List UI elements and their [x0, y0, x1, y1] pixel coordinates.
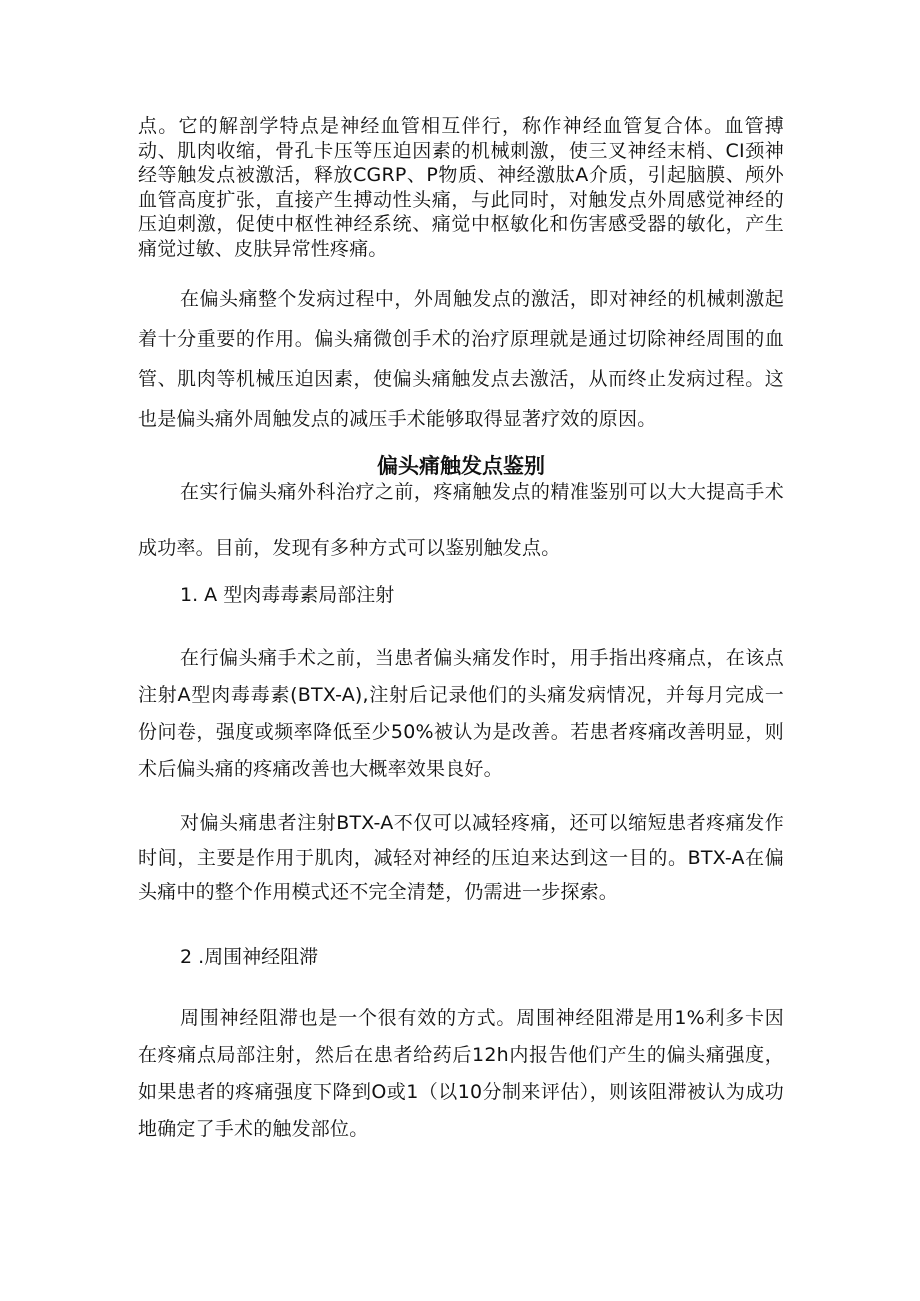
paragraph-trigger-point-anatomy: 点。它的解剖学特点是神经血管相互伴行，称作神经血管复合体。血管搏动、肌肉收缩，骨孔卡压等压迫因素的机械刺激，使三叉神经末梢、CI颈神经等触发点被激活，释放CGRP、P物质、神经激肽A介质，引起脑膜、颅外血管高度扩张，直接产生搏动性头痛，与此同时，对触发点外周感觉神经的压迫刺激，促使中枢性神经系统、痛觉中枢敏化和伤害感受器的敏化，产生痛觉过敏、皮肤异常性疼痛。: [138, 115, 784, 260]
paragraph-botox-procedure: 在行偏头痛手术之前，当患者偏头痛发作时，用手指出疼痛点，在该点注射A型肉毒毒素(BTX-A),注射后记录他们的头痛发病情况，并每月完成一份问卷，强度或频率降低至少50%被认为是改善。若患者疼痛改善明显，则术后偏头痛的疼痛改善也大概率效果良好。: [138, 647, 784, 780]
list-item-nerve-block: 2 .周围神经阻滞: [180, 946, 319, 968]
paragraph-pathogenesis: 在偏头痛整个发病过程中，外周触发点的激活，即对神经的机械刺激起着十分重要的作用。偏头痛微创手术的治疗原理就是通过切除神经周围的血管、肌肉等机械压迫因素，使偏头痛触发点去激活，从而终止发病过程。这也是偏头痛外周触发点的减压手术能够取得显著疗效的原因。: [138, 288, 784, 430]
paragraph-identification-intro: 在实行偏头痛外科治疗之前，疼痛触发点的精准鉴别可以大大提高手术成功率。目前，发现有多种方式可以鉴别触发点。: [138, 481, 784, 559]
paragraph-botox-effect: 对偏头痛患者注射BTX-A不仅可以减轻疼痛，还可以缩短患者疼痛发作时间，主要是作用于肌肉，减轻对神经的压迫来达到这一目的。BTX-A在偏头痛中的整个作用模式还不完全清楚，仍需进一步探索。: [138, 812, 784, 903]
paragraph-nerve-block: 周围神经阻滞也是一个很有效的方式。周围神经阻滞是用1%利多卡因在疼痛点局部注射，然后在患者给药后12h内报告他们产生的偏头痛强度，如果患者的疼痛强度下降到O或1（以10分制来评估），则该阻滞被认为成功地确定了手术的触发部位。: [138, 1007, 785, 1140]
section-heading: 偏头痛触发点鉴别: [377, 454, 545, 478]
list-item-botox-injection: 1. A 型肉毒毒素局部注射: [180, 584, 395, 606]
